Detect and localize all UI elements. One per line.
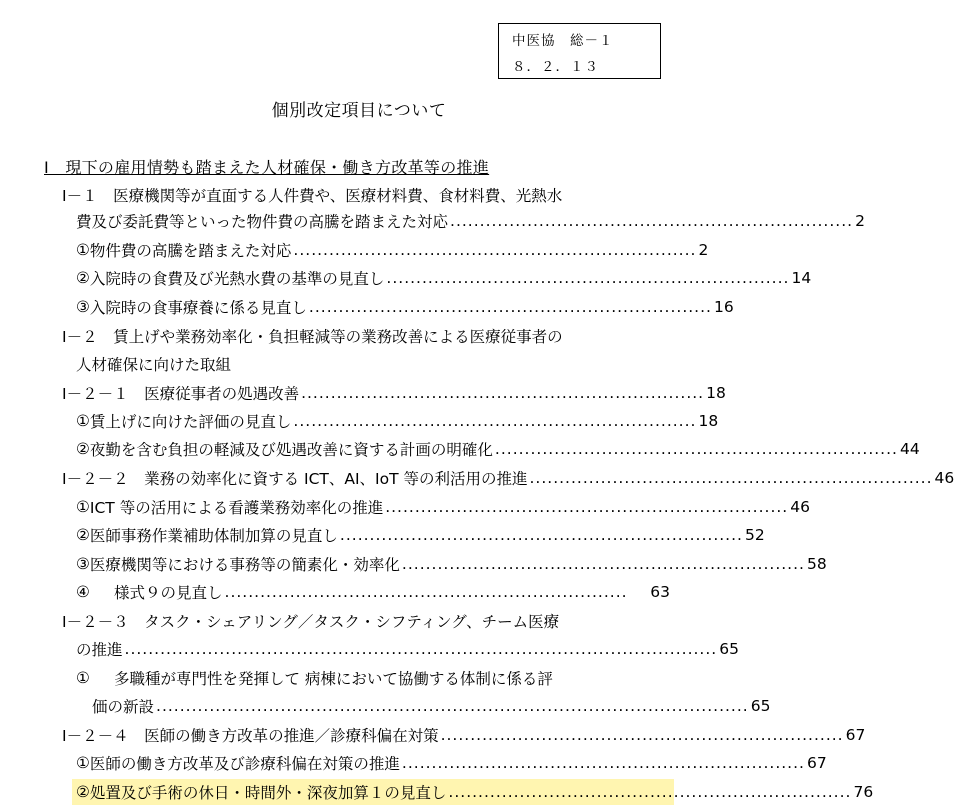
toc-row-c2 xyxy=(76,522,765,548)
page-number: 46 xyxy=(934,469,954,487)
section-heading: Ⅰ 現下の雇用情勢も踏まえた人材確保・働き方改革等の推進 xyxy=(44,158,490,177)
page-number: 18 xyxy=(698,412,719,430)
toc-row-i22 xyxy=(62,465,954,491)
page-number: 65 xyxy=(750,697,771,715)
leader-dots: .................................................................................................... xyxy=(156,697,749,715)
item-marker: ① xyxy=(76,669,90,687)
item-marker: ② xyxy=(76,440,90,458)
toc-row-i23 xyxy=(76,636,739,662)
page-number: 2 xyxy=(855,212,865,230)
toc-item-i23-line1: Ⅰ－２－３ タスク・シェアリング／タスク・シフティング、チーム医療 xyxy=(62,613,560,631)
page-number: 52 xyxy=(744,526,765,544)
toc-item-i2-line2: 人材確保に向けた取組 xyxy=(76,356,232,374)
page-title: 個別改定項目について xyxy=(271,101,447,121)
toc-item-text: Ⅰ－２－２ 業務の効率化に資する ICT、AI、IoT 等の利活用の推進 xyxy=(62,470,528,488)
toc-row-i1 xyxy=(76,208,865,234)
page-number: 58 xyxy=(806,555,827,573)
toc-item-text: ICT 等の活用による看護業務効率化の推進 xyxy=(89,499,384,517)
leader-dots: .................................................................... xyxy=(448,783,852,801)
toc-row-a3 xyxy=(76,294,734,320)
item-marker: ② xyxy=(76,526,90,544)
leader-dots: .................................................................... xyxy=(440,726,844,744)
toc-item-text: 入院時の食費及び光熱水費の基準の見直し xyxy=(89,270,385,288)
toc-row-a1 xyxy=(76,237,709,263)
page-number: 76 xyxy=(853,783,874,801)
toc-row-e2-highlighted xyxy=(72,779,874,805)
leader-dots: .................................................................... xyxy=(401,754,805,772)
toc-row-c1 xyxy=(76,494,810,520)
leader-dots: .................................................................... xyxy=(293,241,697,259)
item-marker: ② xyxy=(76,783,90,801)
leader-dots: .................................................................... xyxy=(494,440,898,458)
toc-row-d1-line2 xyxy=(92,693,771,719)
toc-row-c4 xyxy=(76,579,670,605)
leader-dots: .................................................................... xyxy=(401,555,805,573)
toc-item-text: Ⅰ－２－４ 医師の働き方改革の推進／診療科偏在対策 xyxy=(62,727,439,745)
page-number: 18 xyxy=(706,384,726,402)
item-marker: ④ xyxy=(76,583,90,601)
toc-row-d1-line1 xyxy=(76,665,670,691)
item-marker: ① xyxy=(76,498,90,516)
toc-item-i23-line2: の推進 xyxy=(76,641,123,659)
leader-dots: .................................................................... xyxy=(529,469,933,487)
leader-dots: .................................................................... xyxy=(450,212,854,230)
page-number: 14 xyxy=(791,269,812,287)
toc-item-text: 様式９の見直し xyxy=(114,584,223,602)
toc-item-i2-line1: Ⅰ－２ 賃上げや業務効率化・負担軽減等の業務改善による医療従事者の xyxy=(62,328,563,346)
toc-item-text: 多職種が専門性を発揮して 病棟において協働する体制に係る評 xyxy=(114,670,553,688)
item-marker: ① xyxy=(76,241,90,259)
toc-row-b1 xyxy=(76,408,719,434)
page-number: 67 xyxy=(806,754,827,772)
toc-item-text: 処置及び手術の休日・時間外・深夜加算１の見直し xyxy=(89,784,447,802)
toc-item-text: 入院時の食事療養に係る見直し xyxy=(89,299,307,317)
item-marker: ① xyxy=(76,754,90,772)
document-id-box xyxy=(498,23,661,79)
page-number: 63 xyxy=(650,583,670,601)
toc-item-text: 医師の働き方改革及び診療科偏在対策の推進 xyxy=(89,755,400,773)
leader-dots: .................................................................... xyxy=(293,412,697,430)
toc-item-text: 医療機関等における事務等の簡素化・効率化 xyxy=(89,556,400,574)
item-marker: ② xyxy=(76,269,90,287)
leader-dots: .................................................................... xyxy=(386,269,790,287)
item-marker: ① xyxy=(76,412,90,430)
toc-item-text: 価の新設 xyxy=(92,698,155,716)
toc-item-text: 夜勤を含む負担の軽減及び処遇改善に資する計画の明確化 xyxy=(89,441,493,459)
toc-row-b2 xyxy=(76,436,920,462)
leader-dots: .................................................................... xyxy=(339,526,743,544)
toc-row-i24 xyxy=(62,722,866,748)
toc-item-i1-line1: Ⅰ－１ 医療機関等が直面する人件費や、医療材料費、食材料費、光熱水 xyxy=(62,187,563,205)
leader-dots: .................................................................... xyxy=(308,298,712,316)
toc-item-text: 物件費の高騰を踏まえた対応 xyxy=(89,242,292,260)
page-number: 46 xyxy=(790,498,810,516)
toc-row-c3 xyxy=(76,551,827,577)
page-number: 16 xyxy=(713,298,734,316)
leader-dots: .................................................................... xyxy=(224,583,628,601)
item-marker: ③ xyxy=(76,555,90,573)
toc-item-text: 賃上げに向けた評価の見直し xyxy=(89,413,292,431)
toc-row-e1 xyxy=(76,750,827,776)
leader-dots: .................................................................... xyxy=(301,384,705,402)
page-number: 67 xyxy=(845,726,866,744)
page-number: 2 xyxy=(698,241,709,259)
document-id-line2: ８．２．１３ xyxy=(512,59,599,75)
toc-item-text: Ⅰ－２－１ 医療従事者の処遇改善 xyxy=(62,385,300,403)
item-marker: ③ xyxy=(76,298,90,316)
page-number: 65 xyxy=(719,640,739,658)
document-id-line1: 中医協 総－１ xyxy=(512,33,614,49)
leader-dots: .................................................................... xyxy=(385,498,789,516)
toc-item-text: 医師事務作業補助体制加算の見直し xyxy=(89,527,338,545)
toc-row-a2 xyxy=(76,265,812,291)
page-number: 44 xyxy=(899,440,920,458)
leader-dots: .................................................................................................... xyxy=(124,640,718,658)
toc-row-i21 xyxy=(62,380,726,406)
toc-item-i1-line2: 費及び委託費等といった物件費の高騰を踏まえた対応 xyxy=(76,213,449,231)
